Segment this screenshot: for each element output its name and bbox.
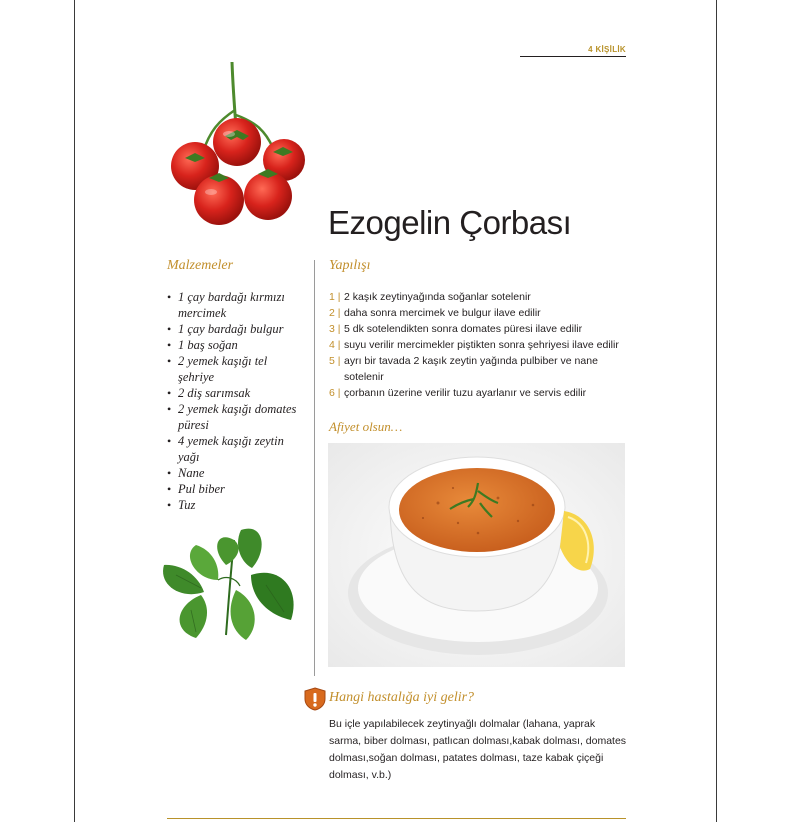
servings-label: 4 KİŞİLİK <box>588 45 626 54</box>
servings-rule <box>520 56 626 57</box>
step-number: 5 | <box>329 355 341 367</box>
ingredient-item: • 1 baş soğan <box>167 338 238 352</box>
step-item: 4 | suyu verilir mercimekler piştikten sonra şehriyesi ilave edilir <box>329 339 619 351</box>
ingredient-item: • 1 çay bardağı kırmızı mercimek <box>167 290 285 320</box>
ingredients-list <box>167 289 307 513</box>
tomato-image <box>165 60 310 230</box>
mint-image <box>156 520 306 645</box>
ingredient-item: • 1 çay bardağı bulgur <box>167 322 284 336</box>
ingredient-item: • Nane <box>167 466 205 480</box>
bullet: • <box>167 338 172 352</box>
bullet: • <box>167 354 172 368</box>
warning-shield-icon <box>304 687 326 711</box>
step-item: 2 | daha sonra mercimek ve bulgur ilave edilir <box>329 307 541 319</box>
step-number: 1 | <box>329 291 341 303</box>
ingredient-item: • 4 yemek kaşığı zeytin yağı <box>167 434 284 464</box>
bullet: • <box>167 322 172 336</box>
preparation-steps <box>329 289 629 401</box>
recipe-title: Ezogelin Çorbası <box>328 204 572 241</box>
step-item: 1 | 2 kaşık zeytinyağında soğanlar sotelenir <box>329 291 531 303</box>
bullet: • <box>167 402 172 416</box>
tip-heading: Hangi hastalığa iyi gelir? <box>329 690 475 705</box>
step-number: 2 | <box>329 307 341 319</box>
page-border-left <box>74 0 75 822</box>
ingredient-item: • Pul biber <box>167 482 225 496</box>
step-number: 4 | <box>329 339 341 351</box>
closing-phrase: Afiyet olsun… <box>329 419 403 434</box>
footer-rule <box>167 818 626 819</box>
step-number: 3 | <box>329 323 341 335</box>
preparation-heading: Yapılışı <box>329 258 371 273</box>
step-item: 3 | 5 dk sotelendikten sonra domates püresi ilave edilir <box>329 323 583 335</box>
bullet: • <box>167 434 172 448</box>
ingredient-item: • 2 yemek kaşığı tel şehriye <box>167 354 268 384</box>
ingredients-heading: Malzemeler <box>167 258 234 273</box>
ingredient-item: • 2 diş sarımsak <box>167 386 251 400</box>
ingredient-item: • 2 yemek kaşığı domates püresi <box>167 402 297 432</box>
soup-photo <box>328 443 625 667</box>
bullet: • <box>167 498 172 512</box>
bullet: • <box>167 482 172 496</box>
tip-body: Bu içle yapılabilecek zeytinyağlı dolmalar (lahana, yaprak sarma, biber dolması, patlıcan dolması,kabak dolması, domates dolması,soğan dolması, patates dolması, taze kabak çiçeği dolması, v.b.) <box>329 718 627 781</box>
step-item: 5 | ayrı bir tavada 2 kaşık zeytin yağında pulbiber ve nane sotelenir <box>329 355 598 383</box>
bullet: • <box>167 466 172 480</box>
bullet: • <box>167 290 172 304</box>
page-border-right <box>716 0 717 822</box>
step-item: 6 | çorbanın üzerine verilir tuzu ayarlanır ve servis edilir <box>329 387 587 399</box>
column-divider <box>314 260 315 676</box>
ingredient-item: • Tuz <box>167 498 196 512</box>
bullet: • <box>167 386 172 400</box>
step-number: 6 | <box>329 387 341 399</box>
